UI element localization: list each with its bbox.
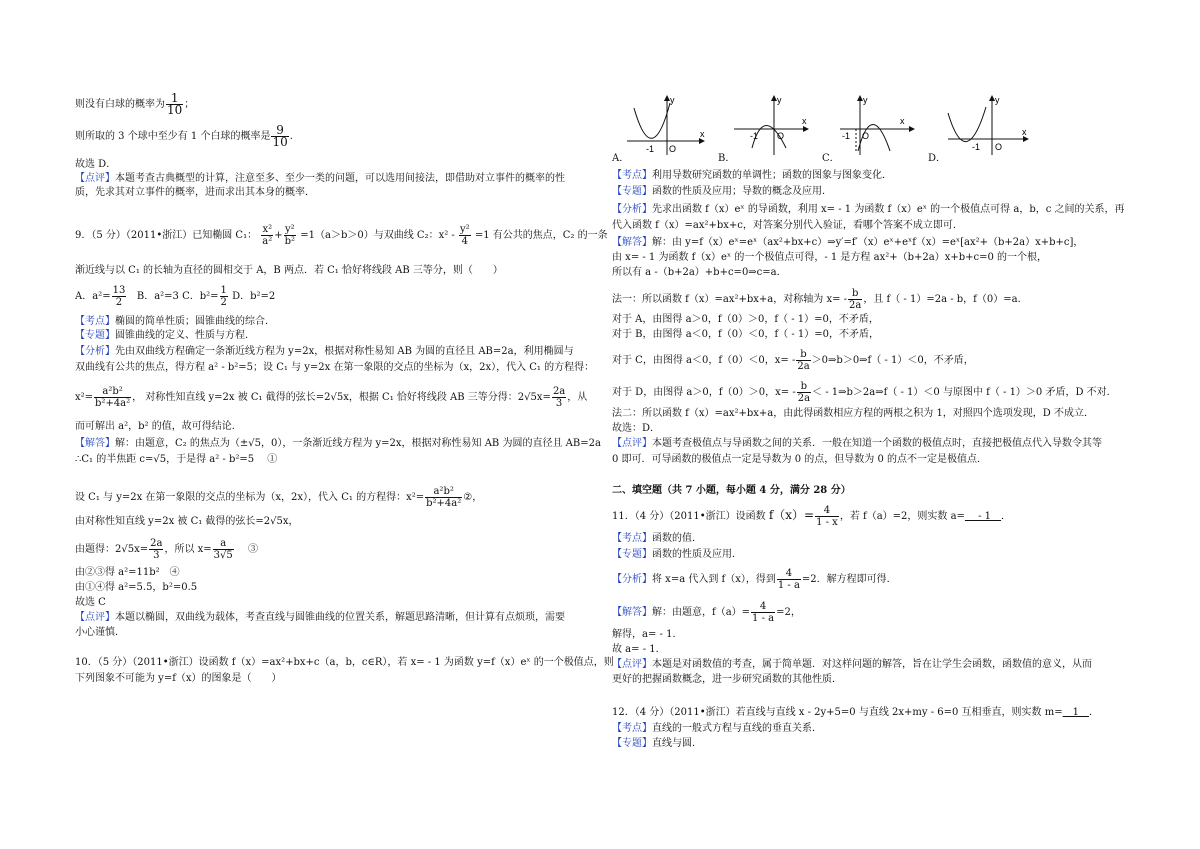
text-line: 对于 D，由图得 a＞0，f（0）＞0，x= - $\frac{b}{2a}$ ＜ - 1⇒b＞2a⇒f（ - 1）＜0 与原图中 f（ - 1）＞0 矛盾，D 不对．: [612, 381, 1117, 404]
svg-text:y: y: [995, 95, 1000, 105]
text-line: 解得，a= - 1．: [612, 629, 683, 640]
text-line: 设 C₁ 与 y=2x 在第一象限的交点的坐标为（x，2x），代入 C₁ 的方程得：x²= $\frac{\text{a²b²}}{\text{b²+4a²}}$ ②，: [75, 486, 483, 509]
svg-text:O: O: [669, 144, 677, 154]
svg-text:-1: -1: [972, 142, 981, 152]
text-line: 对于 A，由图得 a＞0，f（0）＞0，f（ - 1）=0，不矛盾，: [612, 314, 879, 325]
text-line: 法二：所以函数 f（x）=ax²+bx+a，由此得函数相应方程的两根之积为 1，对照四个选项发现，D 不成立．: [612, 408, 1095, 419]
text-line: 则所取的 3 个球中至少有 1 个白球的概率是 $\frac{9}{10}$ .: [75, 123, 293, 149]
graph-options: [612, 93, 1152, 163]
fenxi-line: 【分析】将 x=a 代入到 f（x），得到 $\frac{4}{1 - a}$ =2．解方程即可得．: [612, 568, 897, 591]
graph-label-a: A．: [612, 153, 630, 164]
text-line: 由②③得 a²=11b² ④: [75, 567, 180, 578]
graph-label-b: B．: [718, 153, 736, 164]
question-9: 9．（5 分）（2011•浙江）已知椭圆 C₁： $\frac{\text{x²}}{\text{a²}}$ + $\frac{\text{y²}}{\text{b²}}$ =1（a＞b＞0）与双曲线 C₂：x² - $\frac{\text{y²}}{4}$ =1 有公共的焦点，C₂ 的一条: [75, 224, 608, 247]
svg-text:O: O: [862, 131, 870, 141]
q9-options: A．a²= $\frac{13}{2}$ B．a²=3 C．b²= $\frac{1}{2}$ D．b²=2: [75, 285, 276, 308]
text-line: 更好的把握函数概念，进一步研究函数的其他性质．: [612, 674, 842, 685]
text-line: 故选 C: [75, 597, 106, 608]
fenxi-line: 【分析】先由双曲线方程确定一条渐近线方程为 y=2x，根据对称性易知 AB 为圆的直径且 AB=2a，利用椭圆与: [75, 346, 574, 357]
text-line: 小心谨慎．: [75, 627, 125, 638]
zhuanti-line: 【专题】函数的性质及应用．: [612, 549, 742, 560]
kaodian-line: 【考点】椭圆的简单性质；圆锥曲线的综合．: [75, 316, 275, 327]
section-title: 二、填空题（共 7 小题，每小题 4 分，满分 28 分）: [612, 485, 851, 496]
graph-label-c: C．: [822, 153, 840, 164]
text-line: ∴C₁ 的半焦距 c=√5，于是得 a² - b²=5 ①: [75, 454, 278, 465]
comment-line: 【点评】本题以椭圆，双曲线为载体，考查直线与圆锥曲线的位置关系，解题思路清晰，但计算有点烦琐，需要: [75, 612, 565, 623]
text-line: 下列图象不可能为 y=f（x）的图象是（ ）: [75, 673, 282, 684]
svg-text:x: x: [900, 116, 905, 126]
jieda-line: 【解答】解：由 y=f（x）eˣ=eˣ（ax²+bx+c）⇒y′=f′（x）eˣ+eˣf（x）=eˣ[ax²+（b+2a）x+b+c]，: [612, 237, 1084, 248]
text-line: 而可解出 a²，b² 的值，故可得结论．: [75, 421, 242, 432]
svg-text:x: x: [1022, 127, 1027, 137]
text-line: 渐近线与以 C₁ 的长轴为直径的圆相交于 A，B 两点．若 C₁ 恰好将线段 AB 三等分，则（ ）: [75, 265, 503, 276]
text-line: 故选 D．: [75, 159, 117, 170]
text-line: 由对称性知直线 y=2x 被 C₁ 截得的弦长=2√5x，: [75, 516, 299, 527]
comment-line: 【点评】本题考查极值点与导函数之间的关系．一般在知道一个函数的极值点时，直接把极值点代入导数令其等: [612, 438, 1102, 449]
fenxi-line: 【分析】先求出函数 f（x）eˣ 的导函数，利用 x= - 1 为函数 f（x）eˣ 的一个极值点可得 a，b，c 之间的关系，再: [612, 204, 1125, 215]
text-line: 故 a= - 1．: [612, 644, 666, 655]
kaodian-line: 【考点】直线的一般式方程与直线的垂直关系．: [612, 723, 822, 734]
zhuanti-line: 【专题】圆锥曲线的定义、性质与方程．: [75, 330, 255, 341]
graph-d: [948, 95, 1028, 155]
svg-text:-1: -1: [646, 144, 655, 154]
text-line: 所以有 a -（b+2a）+b+c=0⇒c=a．: [612, 267, 787, 278]
text-line: 代入函数 f（x）=ax²+bx+c，对答案分别代入验证，看哪个答案不成立即可．: [612, 220, 963, 231]
text-line: 质，先求其对立事件的概率，进而求出其本身的概率．: [75, 187, 315, 198]
text-line: 法一：所以函数 f（x）=ax²+bx+a，对称轴为 x= - $\frac{b}{2a}$ ，且 f（ - 1）=2a - b，f（0）=a．: [612, 288, 1028, 311]
svg-text:-1: -1: [842, 131, 851, 141]
text-line: x²= $\frac{\text{a²b²}}{\text{b²+4a²}}$ ， 对称性知直线 y=2x 被 C₁ 截得的弦长=2√5x，根据 C₁ 恰好将线段 AB 三等分得：2√5x= $\frac{2a}{3}$ ，从: [75, 386, 588, 409]
kaodian-line: 【考点】函数的值．: [612, 533, 702, 544]
question-10: 10．（5 分）（2011•浙江）设函数 f（x）=ax²+bx+c（a，b，c∈R），若 x= - 1 为函数 y=f（x）eˣ 的一个极值点，则: [75, 657, 614, 668]
svg-text:O: O: [777, 131, 785, 141]
svg-text:-1: -1: [750, 131, 759, 141]
graph-b: [734, 95, 808, 155]
jieda-line: 【解答】解：由题意，C₂ 的焦点为（±√5，0），一条渐近线方程为 y=2x，根据对称性易知 AB 为圆的直径且 AB=2a: [75, 438, 601, 449]
text-line: 由①④得 a²=5.5，b²=0.5: [75, 582, 198, 593]
graph-c: [840, 95, 914, 155]
svg-text:y: y: [777, 95, 782, 105]
zhuanti-line: 【专题】直线与圆．: [612, 738, 702, 749]
svg-text:x: x: [802, 116, 807, 126]
text-line: 双曲线有公共的焦点，得方程 a² - b²=5；设 C₁ 与 y=2x 在第一象限的交点的坐标为（x，2x），代入 C₁ 的方程得：: [75, 362, 595, 373]
svg-text:O: O: [995, 142, 1003, 152]
svg-text:y: y: [670, 95, 675, 105]
question-12: 12．（4 分）（2011•浙江）若直线与直线 x - 2y+5=0 与直线 2x+my - 6=0 互相垂直，则实数 m= 1 ．: [612, 707, 1099, 718]
jieda-line: 【解答】解：由题意，f（a）= $\frac{4}{1 - a}$ =2，: [612, 601, 801, 624]
question-11: 11．（4 分）（2011•浙江）设函数 f（x）= $\frac{4}{1 - x}$ ，若 f（a）=2，则实数 a= - 1 ．: [612, 505, 1012, 528]
graph-label-d: D．: [928, 153, 947, 164]
kaodian-line: 【考点】利用导数研究函数的单调性；函数的图象与图象变化．: [612, 170, 892, 181]
comment-line: 【点评】本题是对函数值的考查，属于简单题．对这样问题的解答，旨在让学生会函数，函数值的意义，从而: [612, 659, 1092, 670]
text-line: 0 即可．可导函数的极值点一定是导数为 0 的点，但导数为 0 的点不一定是极值点．: [612, 454, 987, 465]
text-line: 由 x= - 1 为函数 f（x）eˣ 的一个极值点可得，- 1 是方程 ax²+（b+2a）x+b+c=0 的一个根，: [612, 252, 1048, 263]
svg-text:y: y: [863, 95, 868, 105]
text-line: 则没有白球的概率为 $\frac{1}{10}$ ；: [75, 91, 195, 117]
text-line: 对于 C，由图得 a＜0，f（0）＜0，x= - $\frac{b}{2a}$ ＞0⇒b＞0⇒f（ - 1）＜0，不矛盾，: [612, 349, 974, 372]
text-line: 故选：D．: [612, 423, 661, 434]
zhuanti-line: 【专题】函数的性质及应用；导数的概念及应用．: [612, 186, 832, 197]
svg-text:x: x: [700, 129, 705, 139]
graph-a: [627, 95, 705, 155]
text-line: 对于 B，由图得 a＜0，f（0）＜0，f（ - 1）=0，不矛盾，: [612, 329, 879, 340]
text-line: 由题得：2√5x= $\frac{2a}{3}$ ，所以 x= $\frac{a}{3√5}$ ③: [75, 538, 258, 561]
comment-line: 【点评】本题考查古典概型的计算，注意至多、至少一类的问题，可以选用间接法，即借助对立事件的概率的性: [75, 173, 565, 184]
